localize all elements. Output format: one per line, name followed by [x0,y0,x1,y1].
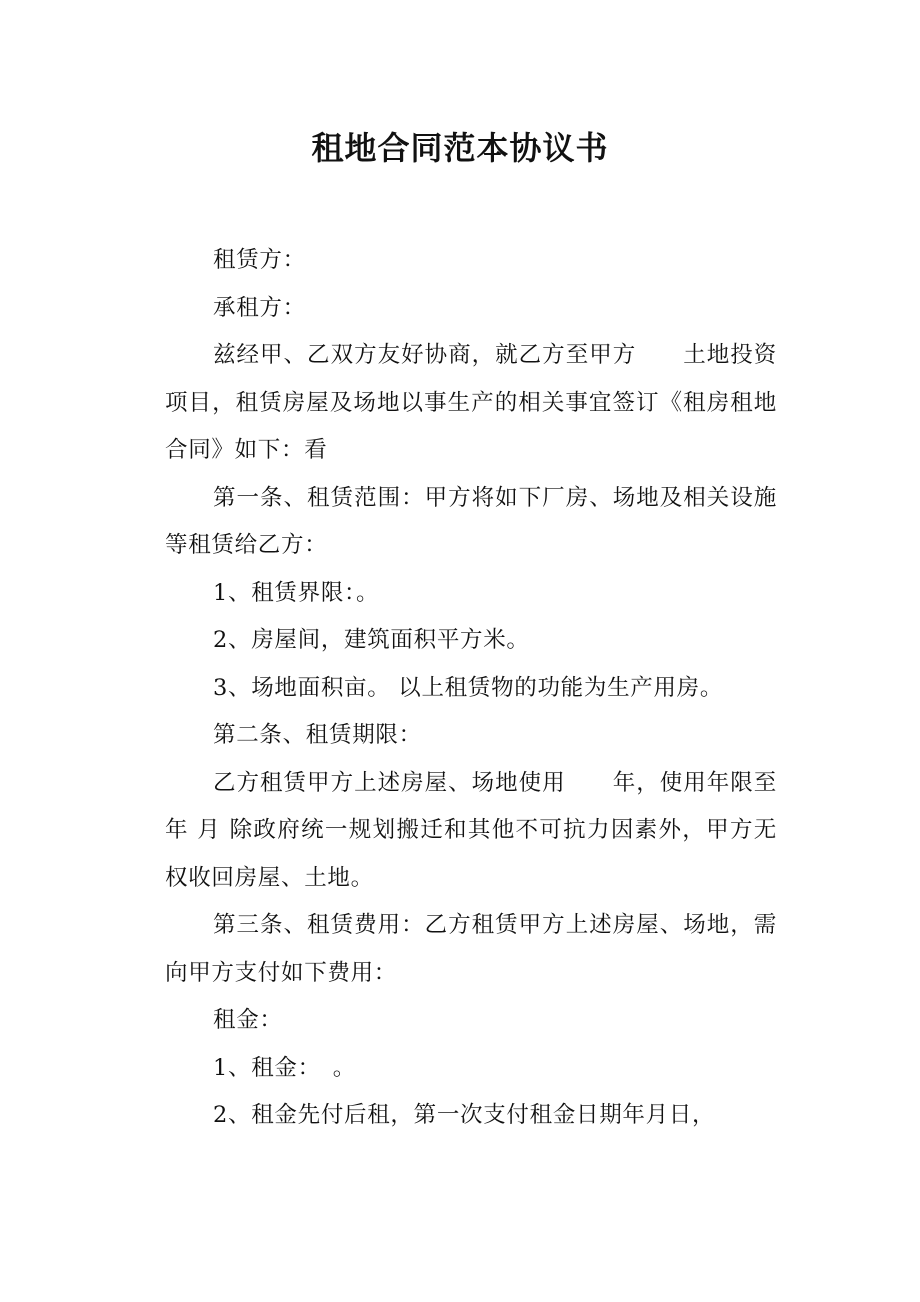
document-title: 租地合同范本协议书 [311,129,609,167]
paragraph-article-2: 第二条、租赁期限： [213,722,422,748]
paragraph-item-3: 3、场地面积亩。 以上租赁物的功能为生产用房。 [213,674,724,701]
paragraph-lessee: 承租方： [213,294,306,321]
paragraph-lessor: 租赁方： [213,247,306,273]
paragraph-rent-heading: 租金： [213,1007,283,1033]
paragraph-item-1: 1、租赁界限：。 [213,579,380,606]
paragraph-article-3: 第三条、租赁费用：乙方租赁甲方上述房屋、场地，需向甲方支付如下费用： [165,912,777,986]
paragraph-term: 乙方租赁甲方上述房屋、场地使用 年，使用年限至 年 月 除政府统一规划搬迁和其他不可抗力因素外，甲方无权收回房屋、土地。 [165,769,777,891]
document-body [165,237,777,1140]
paragraph-item-2: 2、房屋间，建筑面积平方米。 [213,627,530,653]
paragraph-rent-1: 1、租金： 。 [213,1054,356,1081]
paragraph-preamble: 兹经甲、乙双方友好协商，就乙方至甲方 土地投资项目，租赁房屋及场地以事生产的相关事宜签订《租房租地合同》如下：看 [165,342,777,463]
paragraph-article-1: 第一条、租赁范围：甲方将如下厂房、场地及相关设施等租赁给乙方： [165,484,777,558]
paragraph-rent-2: 2、租金先付后租，第一次支付租金日期年月日， [213,1102,716,1128]
